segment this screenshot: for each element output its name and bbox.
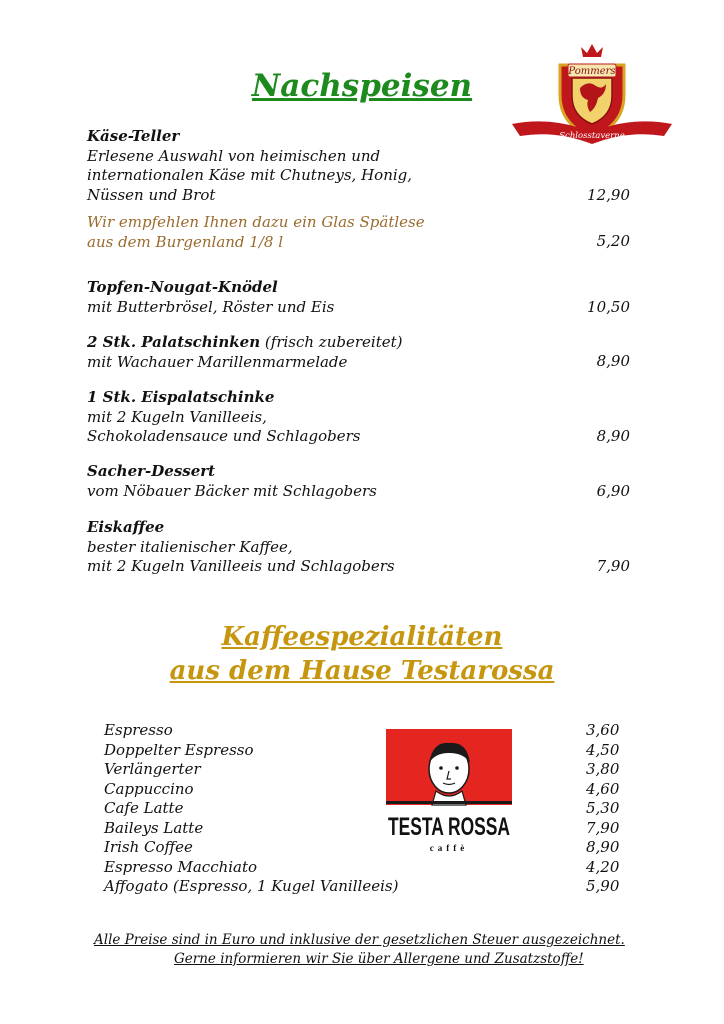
dessert-eispalatschinke: [87, 388, 647, 447]
item-desc: internationalen Käse mit Chutneys, Honig,: [87, 166, 413, 184]
coffee-title: Kaffeespezialitäten: [221, 622, 503, 652]
coffee-item: Verlängerter: [104, 760, 201, 778]
item-desc: Nüssen und Brot: [87, 185, 216, 204]
item-price: 12,90: [587, 186, 630, 204]
item-price: 5,20: [596, 232, 630, 250]
svg-text:Pommers: Pommers: [568, 66, 616, 77]
item-name: Käse-Teller: [87, 127, 180, 145]
item-note: (frisch zubereitet): [260, 333, 403, 351]
coffee-price: 8,90: [586, 838, 620, 856]
item-desc: mit Butterbrösel, Röster und Eis: [87, 297, 335, 316]
head-icon: [429, 743, 470, 805]
item-desc: Schokoladensauce und Schlagobers: [87, 427, 361, 445]
dessert-kaese-teller: [87, 127, 647, 205]
footer-line: Gerne informieren wir Sie über Allergene und Zusatzstoffe!: [174, 951, 584, 967]
item-price: 8,90: [596, 352, 630, 370]
coffee-item: Baileys Latte: [104, 818, 204, 837]
testarossa-logo: [386, 729, 512, 855]
item-name: Eiskaffee: [87, 518, 165, 536]
coffee-item: Espresso Macchiato: [104, 857, 258, 876]
dessert-sacher: [87, 462, 647, 501]
recommendation-line: Wir empfehlen Ihnen dazu ein Glas Spätlese: [87, 213, 425, 231]
coffee-price: 4,60: [586, 779, 620, 798]
item-desc: mit 2 Kugeln Vanilleeis und Schlagobers: [87, 557, 395, 575]
coffee-item: Doppelter Espresso: [104, 740, 254, 759]
page-title: Nachspeisen: [251, 68, 473, 104]
coffee-price: 4,20: [586, 857, 620, 876]
coffee-subtitle: aus dem Hause Testarossa: [169, 656, 555, 686]
crown-icon: [581, 44, 603, 57]
item-price: 6,90: [596, 482, 630, 500]
recommendation-line: aus dem Burgenland 1/8 l: [87, 232, 284, 251]
item-desc: bester italienischer Kaffee,: [87, 537, 293, 556]
coffee-item: Irish Coffee: [104, 838, 193, 856]
wine-recommendation: [87, 213, 647, 252]
item-desc: Erlesene Auswahl von heimischen und: [87, 146, 381, 165]
dessert-topfen-nougat: [87, 278, 647, 317]
item-price: 7,90: [596, 557, 630, 575]
item-desc: mit 2 Kugeln Vanilleeis,: [87, 407, 267, 426]
dessert-eiskaffee: [87, 518, 647, 577]
item-name: 2 Stk. Palatschinken: [87, 333, 261, 351]
item-name: 1 Stk. Eispalatschinke: [87, 388, 275, 406]
coffee-item: Espresso: [104, 721, 173, 739]
item-name: Sacher-Dessert: [87, 462, 216, 480]
coffee-item: Cappuccino: [104, 779, 194, 798]
svg-text:Schlosstaverne: Schlosstaverne: [559, 131, 625, 141]
svg-text:TESTA ROSSA: TESTA ROSSA: [388, 813, 510, 841]
item-desc: mit Wachauer Marillenmarmelade: [87, 352, 348, 371]
footer-line: Alle Preise sind in Euro und inklusive der gesetzlichen Steuer ausgezeichnet.: [94, 932, 625, 948]
item-price: 8,90: [596, 427, 630, 445]
coffee-item: Cafe Latte: [104, 799, 184, 817]
item-desc: vom Nöbauer Bäcker mit Schlagobers: [87, 481, 377, 500]
coffee-price: 3,80: [586, 760, 620, 778]
item-name: Topfen-Nougat-Knödel: [87, 278, 278, 296]
coffee-price: 3,60: [586, 721, 620, 739]
item-price: 10,50: [587, 298, 630, 316]
coffee-price: 5,90: [586, 877, 620, 895]
coffee-price: 7,90: [586, 818, 620, 837]
coffee-item: Affogato (Espresso, 1 Kugel Vanilleeis): [104, 877, 399, 895]
svg-text:caffè: caffè: [429, 843, 469, 853]
dessert-palatschinken: [87, 333, 647, 372]
coffee-price: 5,30: [586, 799, 620, 817]
coffee-list: [104, 721, 398, 897]
coffee-price: 4,50: [586, 740, 620, 759]
coffee-prices: [586, 721, 619, 897]
